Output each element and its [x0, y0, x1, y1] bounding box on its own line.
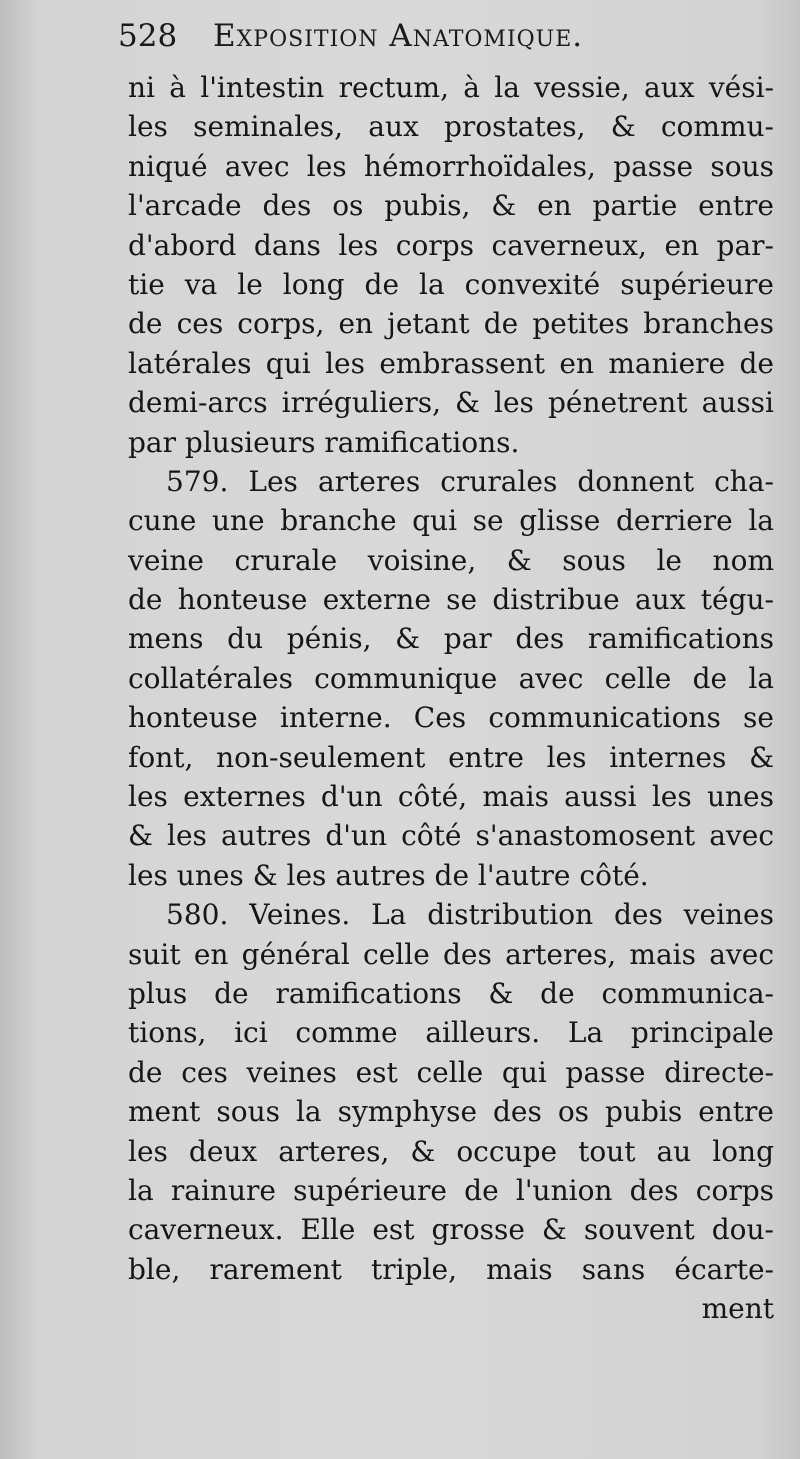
paragraph-580-start: 580. Veines. La distribution des veines: [166, 898, 774, 932]
text-line: les seminales, aux prostates, & commu-: [128, 110, 774, 144]
paragraph-579-start: 579. Les arteres crurales donnent cha-: [166, 464, 774, 498]
text-line: ble, rarement triple, mais sans écarte-: [128, 1252, 774, 1286]
text-line: demi-arcs irréguliers, & les pénetrent aussi: [128, 386, 774, 420]
body-text: [128, 68, 774, 1289]
text-line: font, non-seulement entre les internes &: [128, 740, 774, 774]
text-line: tie va le long de la convexité supérieure: [128, 267, 774, 301]
text-line: de honteuse externe se distribue aux tégu-: [128, 583, 774, 617]
text-line: suit en général celle des arteres, mais avec: [128, 937, 774, 971]
text-line: les unes & les autres de l'autre côté.: [128, 858, 649, 892]
text-line: de ces veines est celle qui passe directe-: [128, 1055, 774, 1089]
text-line: latérales qui les embrassent en maniere de: [128, 346, 774, 380]
text-line: honteuse interne. Ces communications se: [128, 701, 774, 735]
text-line: niqué avec les hémorrhoïdales, passe sous: [128, 149, 774, 183]
text-line: mens du pénis, & par des ramifications: [128, 622, 774, 656]
text-line: collatérales communique avec celle de la: [128, 661, 774, 695]
text-line: la rainure supérieure de l'union des corps: [128, 1173, 774, 1207]
text-line: tions, ici comme ailleurs. La principale: [128, 1016, 774, 1050]
text-line: & les autres d'un côté s'anastomosent avec: [128, 819, 774, 853]
text-line: cune une branche qui se glisse derriere la: [128, 504, 774, 538]
text-line: ment sous la symphyse des os pubis entre: [128, 1095, 774, 1129]
running-title: Exposition Anatomique.: [213, 18, 584, 54]
text-line: les deux arteres, & occupe tout au long: [128, 1134, 774, 1168]
running-head: [118, 18, 678, 58]
text-line: de ces corps, en jetant de petites branches: [128, 307, 774, 341]
catchword: ment: [701, 1292, 774, 1325]
text-line: l'arcade des os pubis, & en partie entre: [128, 189, 774, 223]
text-line: d'abord dans les corps caverneux, en par-: [128, 228, 774, 262]
text-line: par plusieurs ramifications.: [128, 425, 520, 459]
text-line: ni à l'intestin rectum, à la vessie, aux vési-: [128, 71, 774, 104]
page-number: 528: [118, 18, 178, 54]
text-line: caverneux. Elle est grosse & souvent dou-: [128, 1213, 774, 1247]
text-line: les externes d'un côté, mais aussi les unes: [128, 780, 774, 814]
text-line: plus de ramifications & de communica-: [128, 976, 774, 1010]
text-line: veine crurale voisine, & sous le nom: [128, 543, 774, 577]
